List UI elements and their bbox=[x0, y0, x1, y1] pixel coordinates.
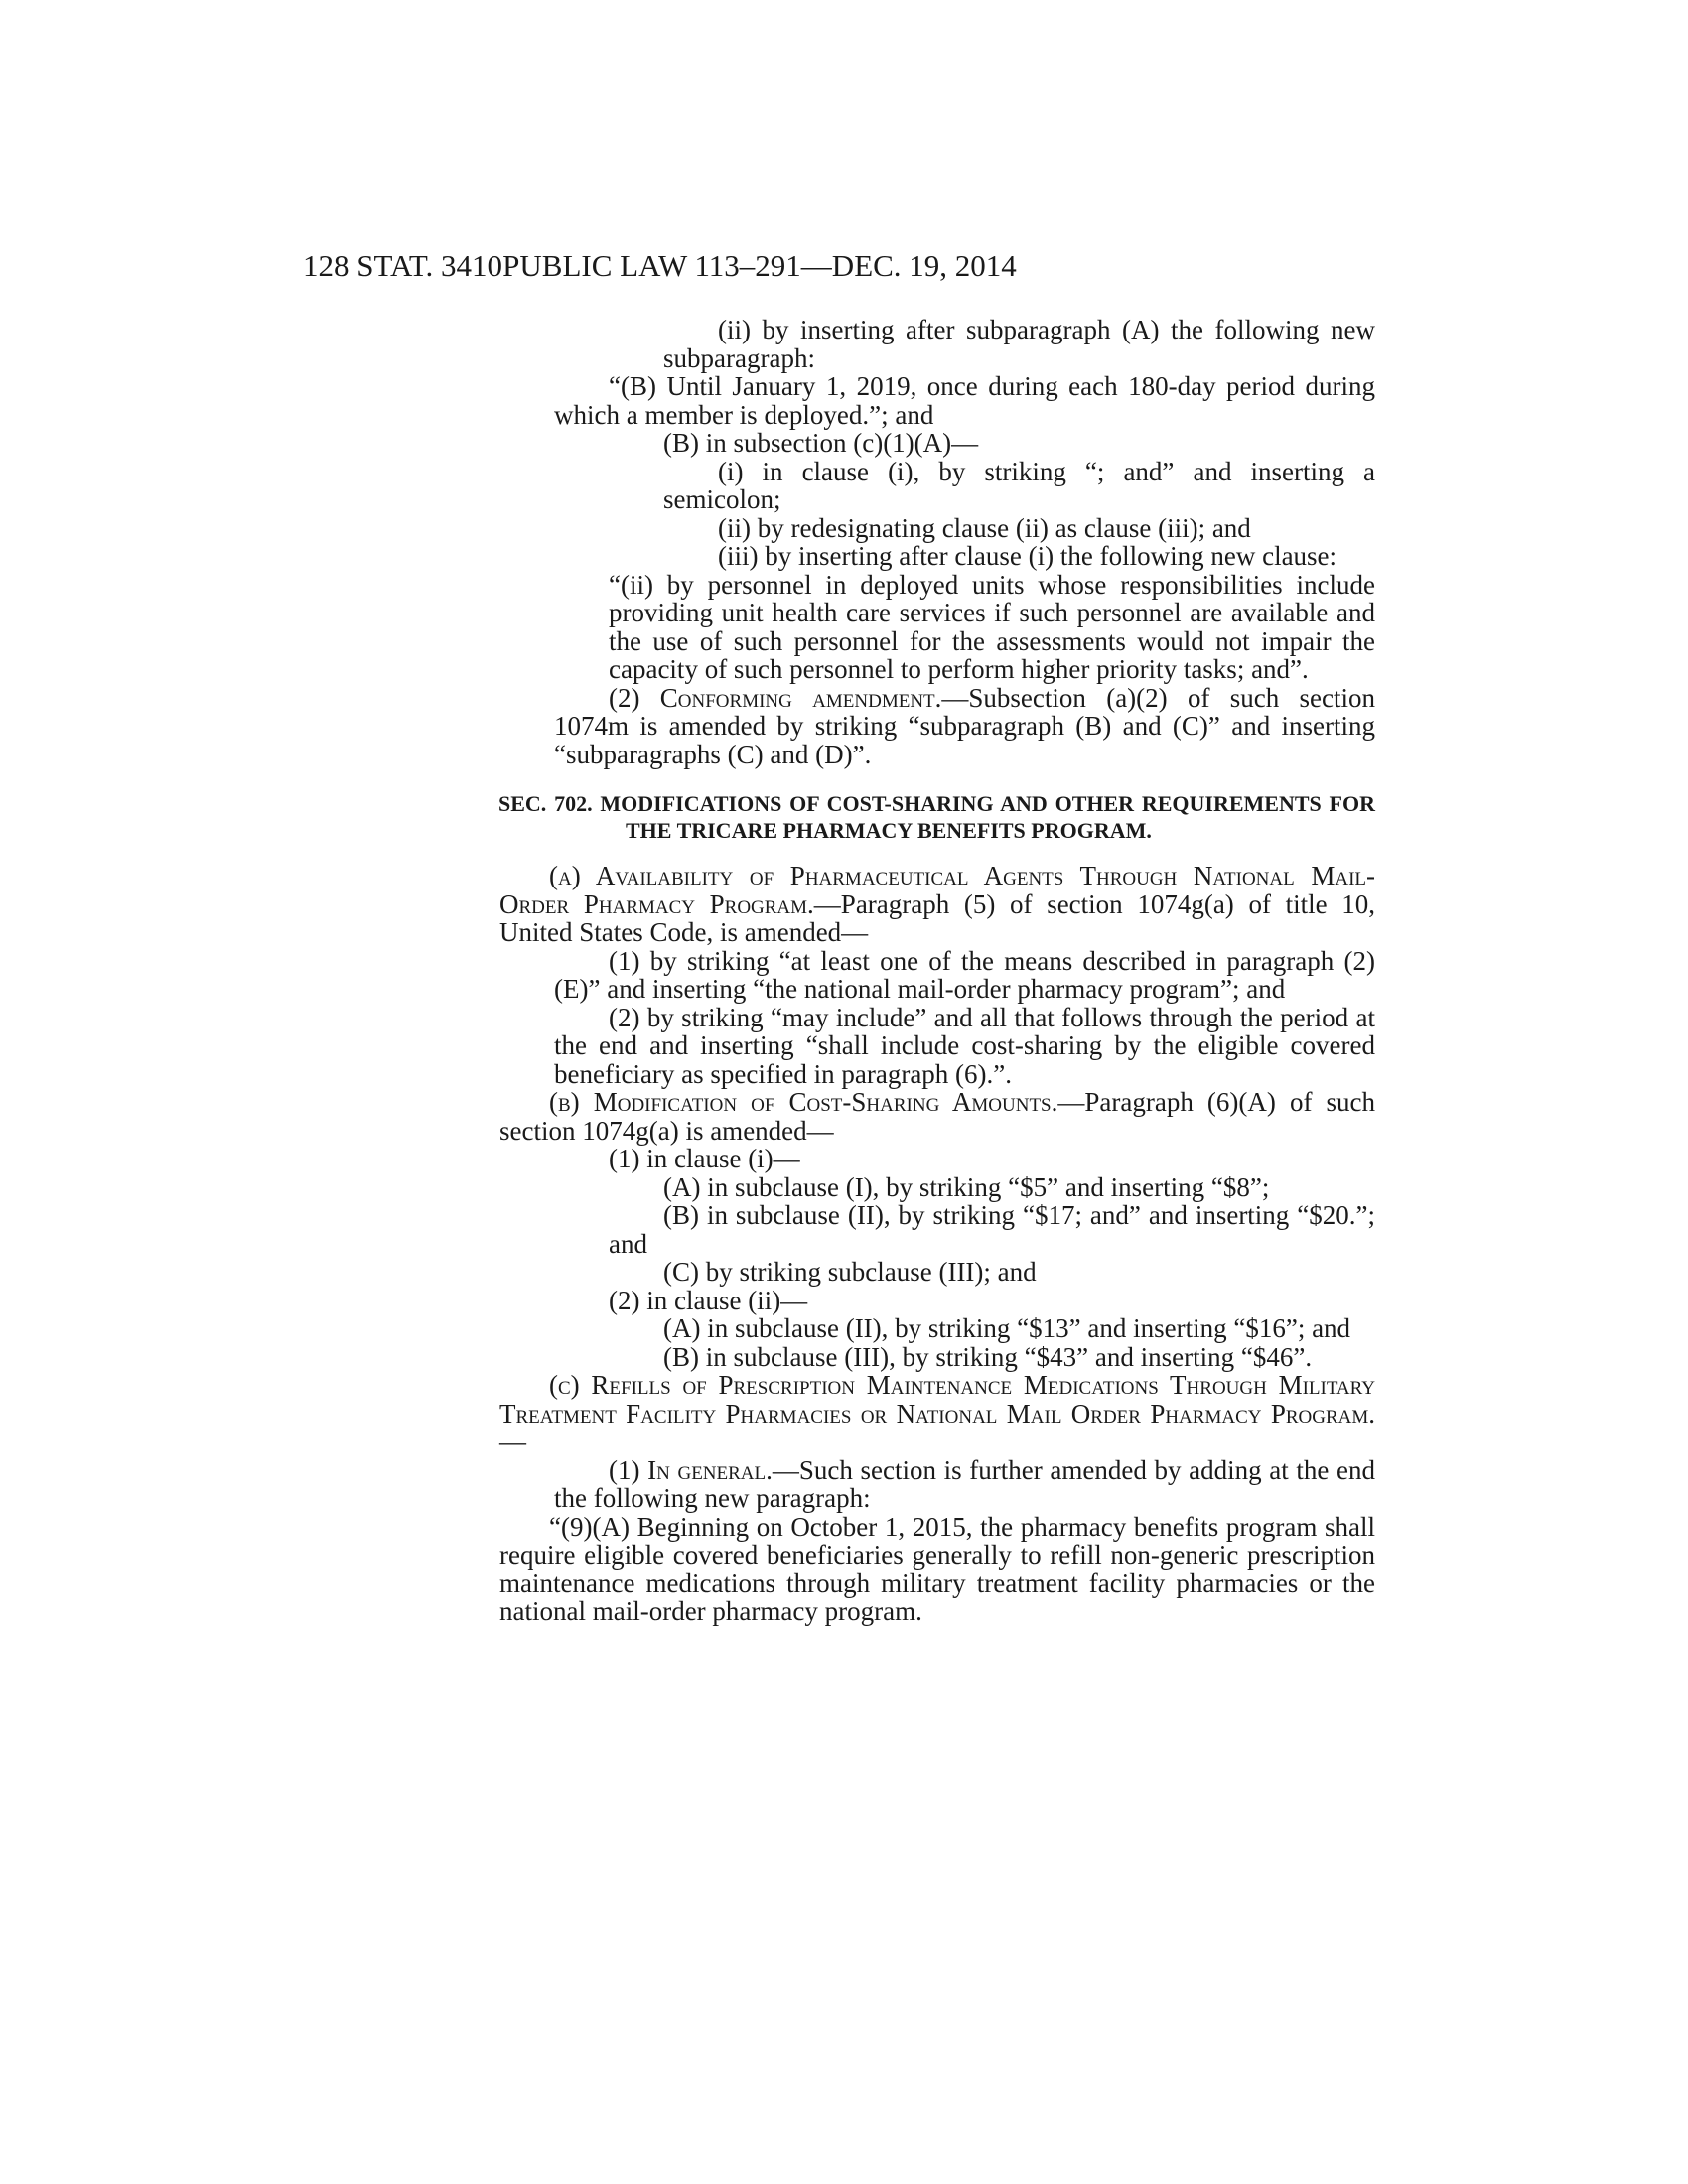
list-item: (1) in clause (i)— bbox=[609, 1144, 800, 1173]
quoted-paragraph: “(ii) by personnel in deployed units whose responsibilities include providing unit health care services if such personnel are available and the use of such personnel for the assessments would not impair the capacity of such personnel to perform higher priority tasks; and”. bbox=[609, 569, 1375, 684]
paragraph: (i) in clause (i), by striking “; and” and inserting a semicolon; bbox=[663, 456, 1375, 514]
subsection-text: — bbox=[499, 1427, 526, 1456]
paragraph-heading: (1) In general. bbox=[609, 1454, 773, 1485]
paragraph: (ii) by redesignating clause (ii) as clause (iii); and bbox=[718, 512, 1251, 543]
list-item: (B) in subclause (II), by striking “$17; and” and inserting “$20.”; and bbox=[609, 1200, 1375, 1259]
paragraph: (iii) by inserting after clause (i) the following new clause: bbox=[718, 541, 1337, 571]
subsection-heading: (c) Refills of Prescription Maintenance Medications Through Military Treatment Facility Pharmacies or National Mail Order Pharmacy Program. bbox=[499, 1370, 1375, 1429]
public-law-title: PUBLIC LAW 113–291—DEC. 19, 2014 bbox=[502, 248, 1017, 283]
list-item bbox=[499, 1456, 1375, 1513]
subsection-c bbox=[499, 1371, 1375, 1456]
paragraph: (ii) by inserting after subparagraph (A) the following new subparagraph: bbox=[663, 315, 1375, 373]
statute-citation: 128 STAT. 3410 bbox=[303, 248, 503, 283]
section-heading: SEC. 702. MODIFICATIONS OF COST-SHARING AND OTHER REQUIREMENTS FOR THE TRICARE PHARMACY BENEFITS PROGRAM. bbox=[498, 791, 1375, 843]
subsection-heading: (a) Availability of Pharmaceutical Agents Through National Mail-Order Pharmacy Program. bbox=[499, 861, 1375, 919]
paragraph-text: —Such section is further amended by adding at the end the following new paragraph: bbox=[554, 1454, 1375, 1513]
subsection-a bbox=[499, 862, 1375, 947]
paragraph-text: —Subsection (a)(2) of such section 1074m is amended by striking “subparagraph (B) and (C)” and inserting “subparagraphs (C) and (D)”. bbox=[554, 682, 1375, 769]
list-item: (1) by striking “at least one of the means described in paragraph (2)(E)” and inserting “the national mail-order pharmacy program”; and bbox=[554, 945, 1375, 1004]
subsection-text: —Paragraph (5) of section 1074g(a) of title 10, United States Code, is amended— bbox=[499, 888, 1375, 947]
list-item: (2) by striking “may include” and all that follows through the period at the end and inserting “shall include cost-sharing by the eligible covered beneficiary as specified in paragraph (6).”. bbox=[554, 1002, 1375, 1089]
list-item: (C) by striking subclause (III); and bbox=[663, 1257, 1037, 1287]
page-header bbox=[303, 246, 1375, 286]
conforming-amendment bbox=[499, 684, 1375, 769]
quoted-paragraph: “(B) Until January 1, 2019, once during each 180-day period during which a member is deployed.”; and bbox=[554, 371, 1375, 430]
subsection-b bbox=[499, 1088, 1375, 1145]
list-item: (2) in clause (ii)— bbox=[609, 1285, 808, 1315]
body-text bbox=[499, 316, 1375, 1626]
list-item: (A) in subclause (II), by striking “$13” and inserting “$16”; and bbox=[663, 1313, 1351, 1343]
subsection-heading: (b) Modification of Cost-Sharing Amounts. bbox=[549, 1087, 1058, 1117]
quoted-paragraph: “(9)(A) Beginning on October 1, 2015, the pharmacy benefits program shall require eligible covered beneficiaries generally to refill non-generic prescription maintenance medications through military treatment facility pharmacies or the national mail-order pharmacy program. bbox=[499, 1511, 1375, 1626]
paragraph-heading: (2) Conforming amendment. bbox=[609, 682, 942, 713]
paragraph: (B) in subsection (c)(1)(A)— bbox=[663, 428, 979, 458]
subsection-text: —Paragraph (6)(A) of such section 1074g(a) is amended— bbox=[499, 1087, 1375, 1146]
list-item: (B) in subclause (III), by striking “$43” and inserting “$46”. bbox=[663, 1341, 1313, 1372]
list-item: (A) in subclause (I), by striking “$5” and inserting “$8”; bbox=[663, 1171, 1270, 1202]
